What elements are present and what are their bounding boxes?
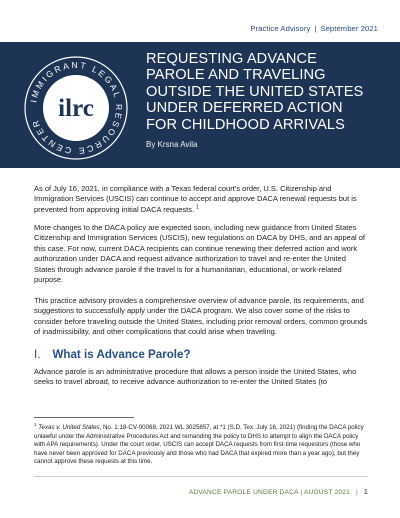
footnote-divider [34,417,134,418]
footnote-reference[interactable]: 1 [196,204,199,211]
seal-ring-text: IMMIGRANT LEGAL RESOURCE CENTER [28,59,125,157]
section-title: What is Advance Parole? [52,348,191,361]
title-line: REQUESTING ADVANCE [146,51,318,67]
body-paragraph-4: Advance parole is an administrative procedure that allows a person inside the United States, who seeks to travel abroad, to receive advance authorization to re-enter the United States (to [34,367,357,387]
meta-separator: | [314,24,317,33]
footnote-text: , No. 1:18-CV-00068, 2021 WL 3025857, at *1 (S.D. Tex. July 16, 2021) (finding the DACA policy unlawful under the Administrative Procedures Act and remanding the policy to DHS to attempt to align the DACA policy with APA requirements). Under the court order, USCIS can accept DACA requests from first-time requestors (those who have never been approved for DACA previously and those who had DACA that expired more than a year ago), but they cannot approve these requests at this time. [34,424,364,466]
section-heading [34,348,191,361]
title-line: UNDER DEFERRED ACTION [146,100,343,117]
page-footer [189,489,368,496]
footnote-number: 1 [34,422,37,427]
document-date: September 2021 [320,24,378,33]
section-number: I. [34,348,41,361]
author-byline: By Krsna Avila [146,140,198,149]
title-line: FOR CHILDHOOD ARRIVALS [146,116,345,133]
title-banner [0,42,400,168]
footer-label: ADVANCE PAROLE UNDER DACA | AUGUST 2021 [188,489,350,496]
footer-divider [34,476,368,477]
logo-wordmark: ilrc [58,95,94,122]
document-type: Practice Advisory [250,24,311,33]
paragraph-text: As of July 16, 2021, in compliance with a Texas federal court’s order, U.S. Citizenship and Immigration Services (USCIS) can continue to accept and approve DACA renewal requests but is prevented from approving initial DACA requests. [34,184,357,214]
body-paragraph-1 [34,184,368,215]
page-number: 1 [363,489,368,496]
footnote [34,421,368,467]
ilrc-logo-seal [22,54,130,162]
footer-separator: | [355,489,358,496]
title-line: PAROLE AND TRAVELING [146,67,326,84]
body-paragraph-3: This practice advisory provides a comprehensive overview of advance parole, its requirements, and suggestions to successfully apply under the DACA program. We also cover some of the risks to consider before traveling outside the United States, including prior removal orders, common grounds of inadmissibility, and other complications that could arise when traveling. [34,296,368,337]
title-line: OUTSIDE THE UNITED STATES [146,83,364,100]
body-paragraph-2: More changes to the DACA policy are expected soon, including new guidance from United States Citizenship and Immigration Services (USCIS), new regulations on DACA by DHS, and an appeal of this case. For now, current DACA recipients can continue renewing their deferred action and work authorization under DACA and request advance authorization to travel and re-enter the United States through advance parole if the travel is for a humanitarian, educational, or work-related purpose. [34,223,365,285]
document-title [146,51,382,133]
document-meta [250,24,378,33]
footnote-case-name: Texas v. United States [38,424,100,432]
